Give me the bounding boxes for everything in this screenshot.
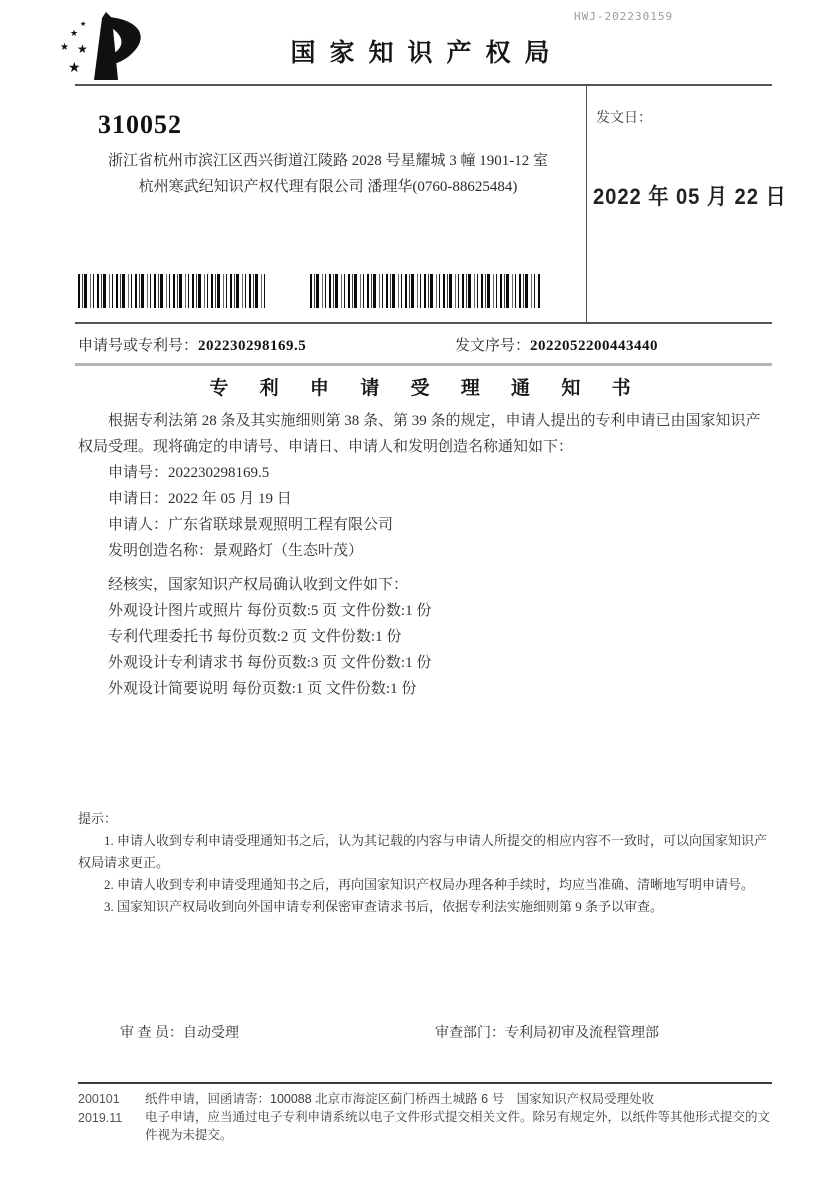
received-document-item: 专利代理委托书 每份页数:2 页 文件份数:1 份 bbox=[108, 629, 402, 645]
department-label: 审查部门： bbox=[435, 1026, 505, 1041]
department-field bbox=[435, 1022, 659, 1042]
footer-divider bbox=[78, 1082, 772, 1084]
footer-form-code: 200101 bbox=[78, 1092, 120, 1106]
application-number-value: 202230298169.5 bbox=[198, 338, 307, 354]
notice-intro-paragraph: 根据专利法第 28 条及其实施细则第 38 条、第 39 条的规定，申请人提出的专利申请已由国家知识产权局受理。现将确定的申请号、申请日、申请人和发明创造名称通知如下： bbox=[78, 413, 761, 455]
footer-instruction-electronic: 电子申请，应当通过电子专利申请系统以电子文件形式提交相关文件。除另有规定外，以纸件等其他形式提交的文件视为未提交。 bbox=[145, 1110, 771, 1142]
svg-text:★: ★ bbox=[60, 42, 69, 53]
received-document-item: 外观设计简要说明 每份页数:1 页 文件份数:1 份 bbox=[108, 681, 417, 697]
detail-label: 发明创造名称： bbox=[108, 543, 214, 559]
department-value: 专利局初审及流程管理部 bbox=[505, 1026, 659, 1041]
application-number-label: 申请号或专利号： bbox=[78, 338, 199, 354]
detail-label: 申请号： bbox=[108, 465, 169, 481]
issue-date-value: 2022 年 05 月 22 日 bbox=[593, 184, 787, 209]
received-documents-block bbox=[78, 572, 772, 702]
reference-row bbox=[78, 334, 772, 355]
received-document-item: 外观设计图片或照片 每份页数:5 页 文件份数:1 份 bbox=[108, 603, 432, 619]
detail-application-number bbox=[78, 460, 772, 486]
examiner-field bbox=[120, 1022, 239, 1042]
recipient-address-line1: 浙江省杭州市滨江区西兴街道江陵路 2028 号星耀城 3 幢 1901-12 室 bbox=[108, 153, 548, 169]
tip-item-3: 3. 国家知识产权局收到向外国申请专利保密审查请求书后，依据专利法实施细则第 9 条予以审查。 bbox=[104, 899, 664, 914]
svg-text:★: ★ bbox=[68, 61, 81, 76]
svg-text:★: ★ bbox=[70, 28, 79, 38]
serial-number-label: 发文序号： bbox=[455, 338, 531, 354]
reference-row-divider bbox=[75, 322, 772, 324]
footer-instructions bbox=[145, 1090, 772, 1144]
detail-value: 202230298169.5 bbox=[168, 465, 270, 481]
serial-number-pair bbox=[455, 334, 658, 355]
notice-body bbox=[78, 408, 772, 702]
detail-filing-date bbox=[78, 486, 772, 512]
detail-value: 广东省联球景观照明工程有限公司 bbox=[168, 517, 394, 533]
detail-label: 申请人： bbox=[108, 517, 169, 533]
examiner-value: 自动受理 bbox=[183, 1026, 239, 1041]
serial-number-value: 2022052200443440 bbox=[530, 338, 659, 354]
svg-text:★: ★ bbox=[80, 20, 87, 28]
notice-title: 专 利 申 请 受 理 通 知 书 bbox=[209, 378, 644, 399]
tip-item-1: 1. 申请人收到专利申请受理通知书之后，认为其记载的内容与申请人所提交的相应内容不一致时，可以向国家知识产权局请求更正。 bbox=[78, 833, 768, 870]
application-number-barcode bbox=[78, 274, 266, 308]
agency-title: 国家知识产权局 bbox=[290, 39, 564, 67]
tips-block bbox=[78, 808, 772, 918]
detail-value: 景观路灯（生态叶茂） bbox=[213, 543, 364, 559]
recipient-address-line2: 杭州寒武纪知识产权代理有限公司 潘理华(0760-88625484) bbox=[138, 179, 518, 195]
svg-text:★: ★ bbox=[77, 42, 88, 56]
tip-item-2: 2. 申请人收到专利申请受理通知书之后，再向国家知识产权局办理各种手续时，均应当准确、清晰地写明申请号。 bbox=[104, 877, 755, 892]
recipient-postal-code: 310052 bbox=[98, 110, 182, 139]
footer-form-code: 2019.11 bbox=[78, 1111, 123, 1125]
notice-title-divider bbox=[75, 363, 772, 366]
detail-label: 申请日： bbox=[108, 491, 169, 507]
issue-box-divider bbox=[586, 84, 587, 322]
received-intro: 经核实，国家知识产权局确认收到文件如下： bbox=[108, 577, 409, 593]
serial-number-barcode bbox=[310, 274, 541, 308]
footer-instruction-paper: 纸件申请，回函请寄：100088 北京市海淀区蓟门桥西土城路 6 号 国家知识产权局受理处收 bbox=[145, 1092, 655, 1106]
detail-invention-title bbox=[78, 538, 772, 564]
document-reference-code: HWJ-202230159 bbox=[574, 10, 674, 23]
footer-form-codes bbox=[78, 1090, 138, 1128]
received-document-item: 外观设计专利请求书 每份页数:3 页 文件份数:1 份 bbox=[108, 655, 432, 671]
detail-applicant bbox=[78, 512, 772, 538]
issue-date-label: 发文日： bbox=[596, 111, 652, 126]
detail-value: 2022 年 05 月 19 日 bbox=[168, 491, 292, 507]
tips-label: 提示： bbox=[78, 811, 118, 826]
examiner-label: 审 查 员： bbox=[120, 1026, 183, 1041]
recipient-address-block bbox=[80, 148, 576, 200]
header-divider bbox=[75, 84, 772, 86]
